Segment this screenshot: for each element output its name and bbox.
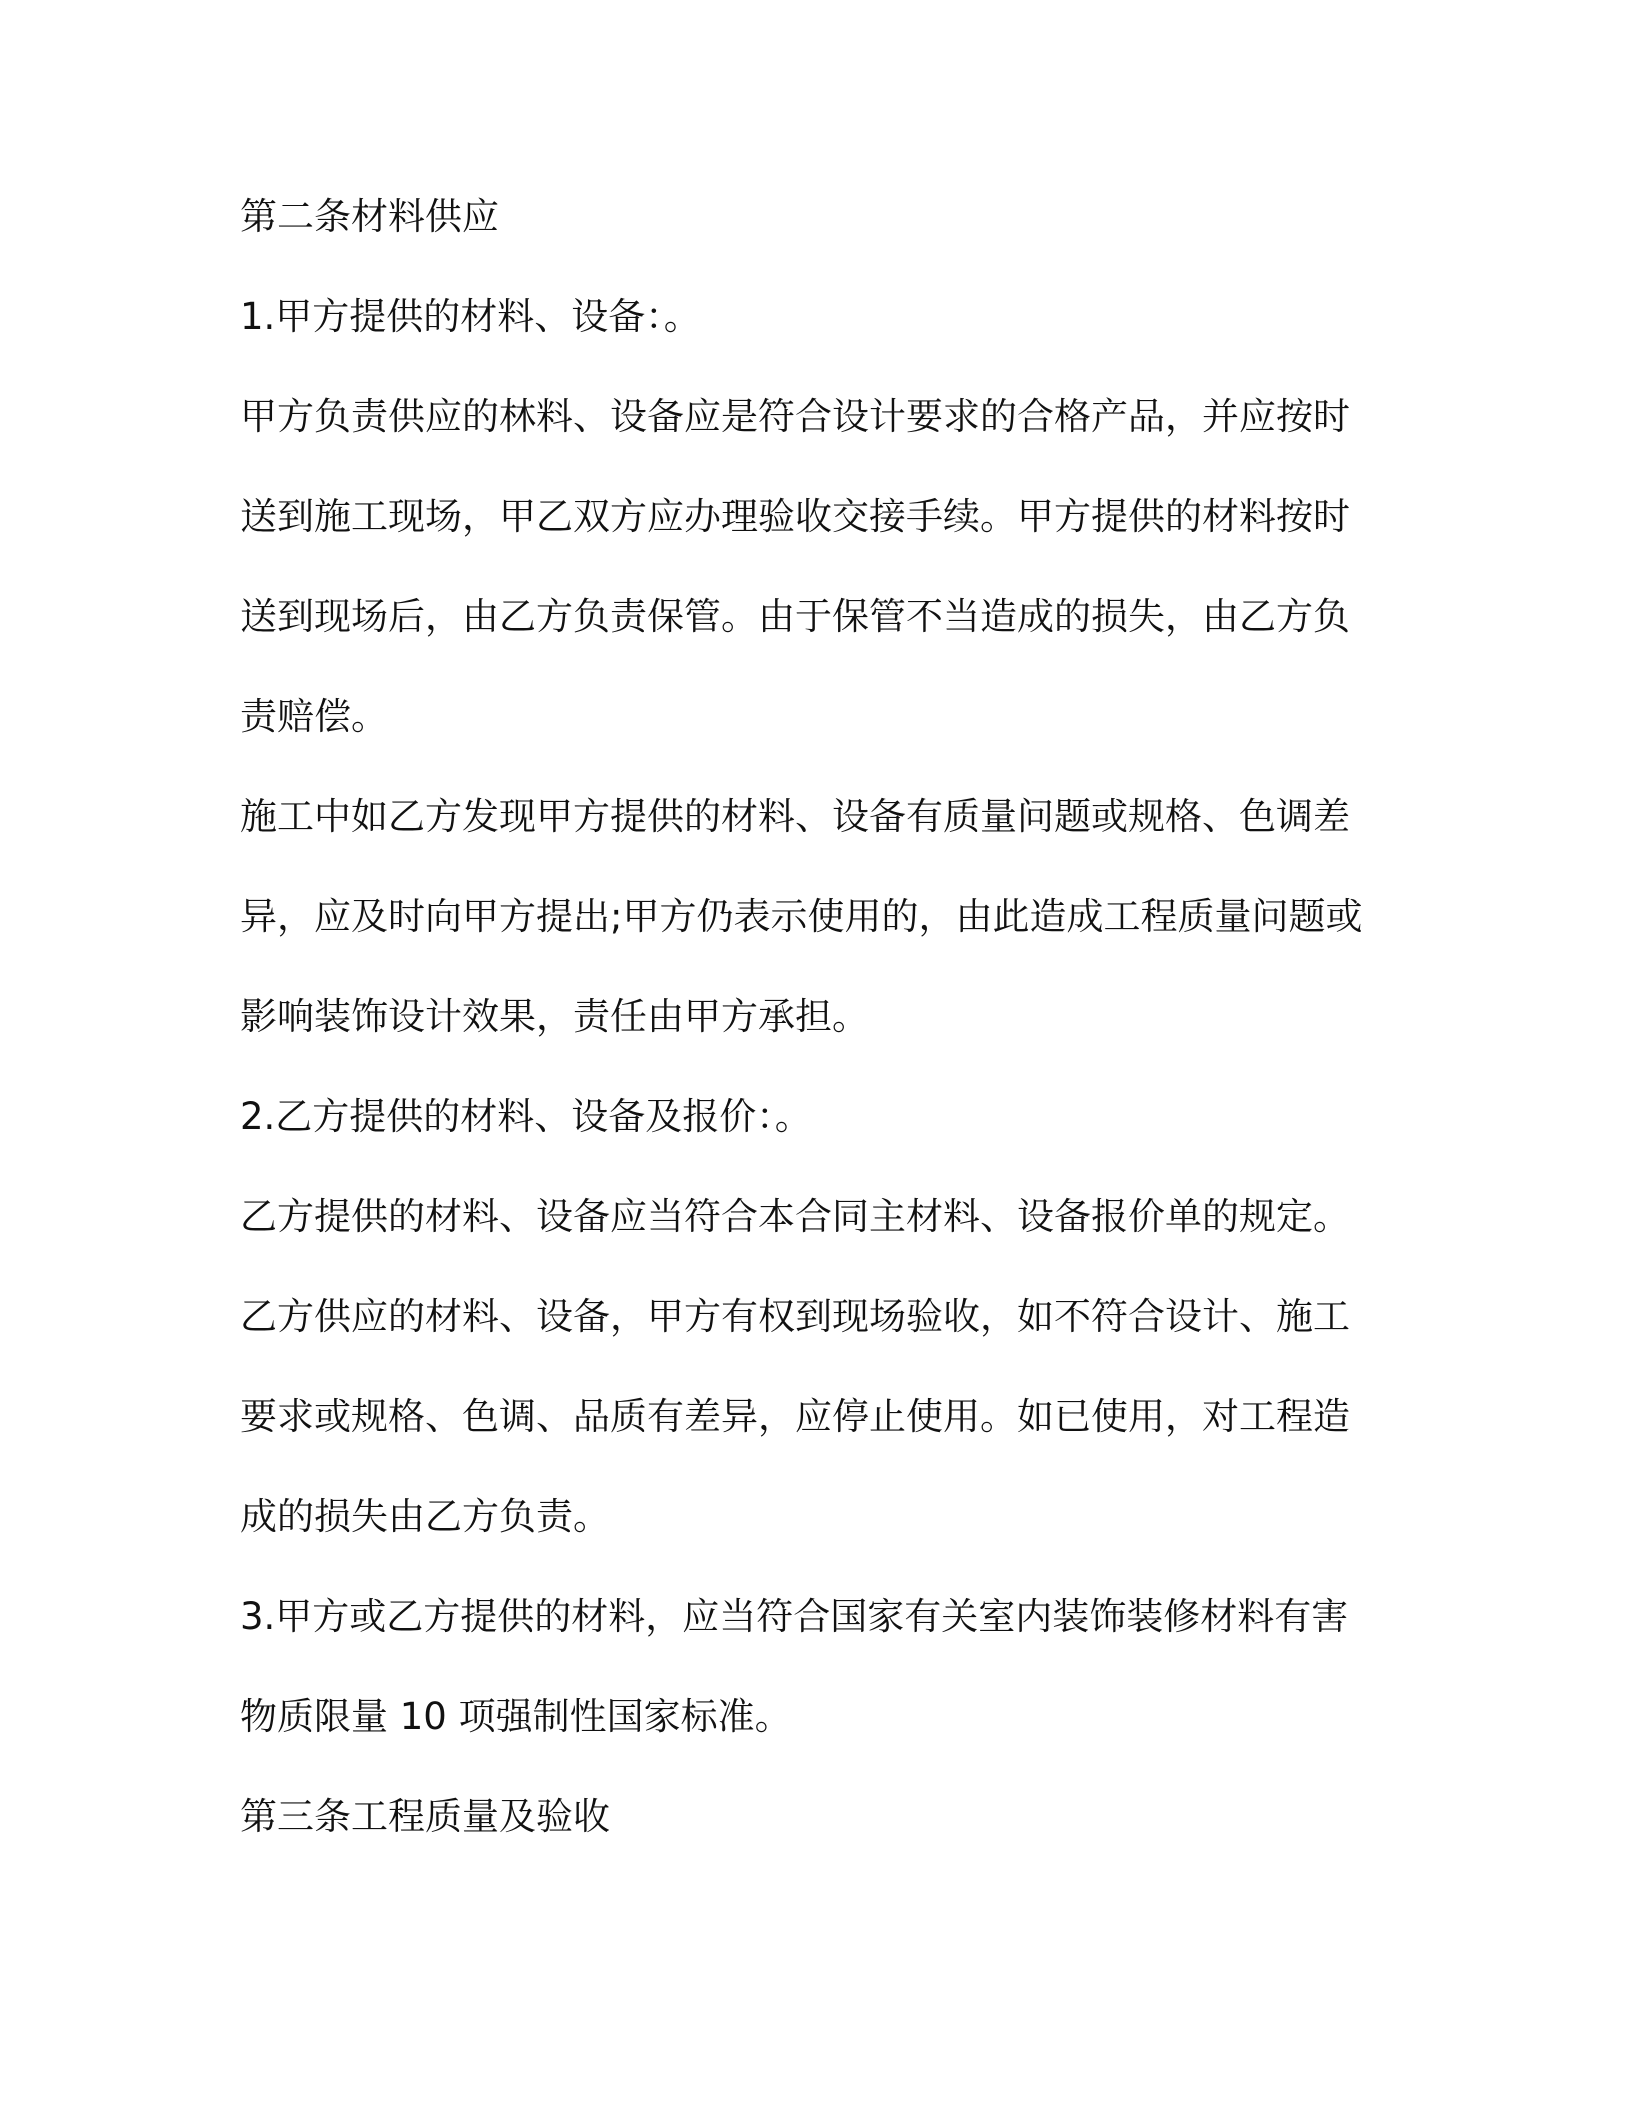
paragraph-line: 甲方负责供应的林料、设备应是符合设计要求的合格产品，并应按时 bbox=[240, 395, 1350, 438]
clause-2-heading: 2.乙方提供的材料、设备及报价：。 bbox=[240, 1095, 812, 1138]
section-heading-materials: 第二条材料供应 bbox=[240, 195, 499, 238]
clause-1-heading: 1.甲方提供的材料、设备：。 bbox=[240, 295, 701, 338]
paragraph-line: 送到施工现场，甲乙双方应办理验收交接手续。甲方提供的材料按时 bbox=[240, 495, 1350, 538]
paragraph-line: 送到现场后，由乙方负责保管。由于保管不当造成的损失，由乙方负 bbox=[240, 595, 1350, 638]
clause-3-line: 3.甲方或乙方提供的材料，应当符合国家有关室内装饰装修材料有害 bbox=[240, 1595, 1349, 1638]
paragraph-line: 物质限量 10 项强制性国家标准。 bbox=[240, 1695, 792, 1738]
paragraph-line: 异，应及时向甲方提出;甲方仍表示使用的，由此造成工程质量问题或 bbox=[240, 895, 1363, 938]
section-heading-quality: 第三条工程质量及验收 bbox=[240, 1795, 610, 1838]
paragraph-line: 影响装饰设计效果，责任由甲方承担。 bbox=[240, 995, 869, 1038]
paragraph-line: 施工中如乙方发现甲方提供的材料、设备有质量问题或规格、色调差 bbox=[240, 795, 1350, 838]
paragraph-line: 要求或规格、色调、品质有差异，应停止使用。如已使用，对工程造 bbox=[240, 1395, 1350, 1438]
paragraph-line: 成的损失由乙方负责。 bbox=[240, 1495, 610, 1538]
paragraph-line: 乙方提供的材料、设备应当符合本合同主材料、设备报价单的规定。 bbox=[240, 1195, 1350, 1238]
paragraph-line: 责赔偿。 bbox=[240, 695, 388, 738]
paragraph-line: 乙方供应的材料、设备，甲方有权到现场验收，如不符合设计、施工 bbox=[240, 1295, 1350, 1338]
